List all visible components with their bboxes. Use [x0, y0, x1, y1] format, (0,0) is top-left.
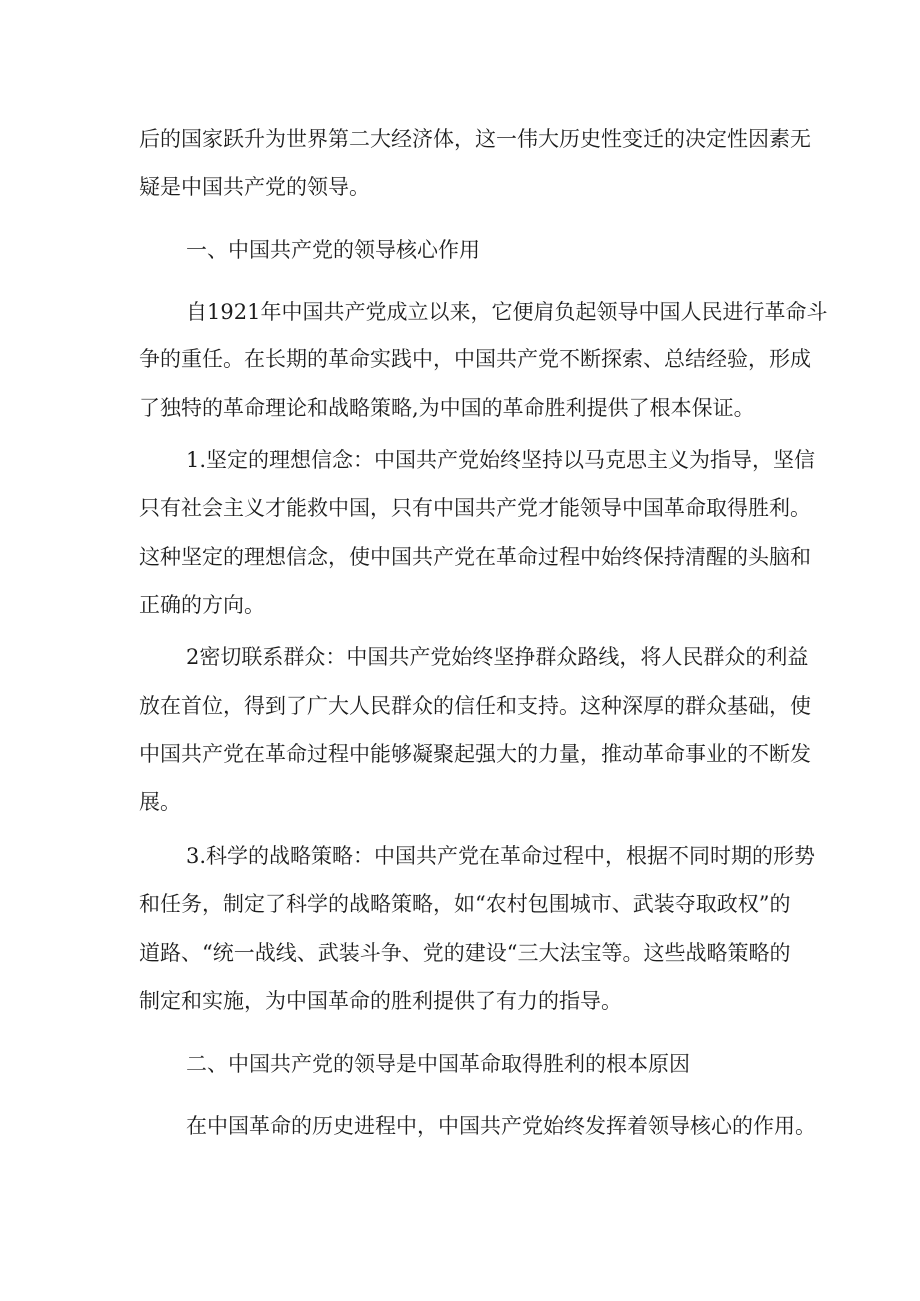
- paragraph-line: 只有社会主义才能救中国，只有中国共产党才能领导中国革命取得胜利。: [139, 496, 811, 520]
- paragraph-line: 放在首位，得到了广大人民群众的信任和支持。这种深厚的群众基础，使: [139, 694, 811, 718]
- paragraph-line: 在中国革命的历史进程中，中国共产党始终发挥着领导核心的作用。: [186, 1114, 816, 1138]
- paragraph-line: 后的国家跃升为世界第二大经济体，这一伟大历史性变迁的决定性因素无: [139, 127, 811, 151]
- paragraph-line: 展。: [139, 790, 181, 814]
- paragraph-line: 这种坚定的理想信念，使中国共产党在革命过程中始终保持清醒的头脑和: [139, 545, 811, 569]
- paragraph-line: 和任务，制定了科学的战略策略，如“农村包围城市、武装夺取政权”的: [139, 892, 791, 916]
- section-heading-1: 一、中国共产党的领导核心作用: [186, 238, 480, 262]
- paragraph-line: 争的重任。在长期的革命实践中，中国共产党不断探索、总结经验，形成: [139, 347, 811, 371]
- paragraph-line: 中国共产党在革命过程中能够凝聚起强大的力量，推动革命事业的不断发: [139, 742, 811, 766]
- paragraph-line: 1.坚定的理想信念：中国共产党始终坚持以马克思主义为指导，坚信: [186, 448, 816, 472]
- paragraph-line: 自1921年中国共产党成立以来，它便肩负起领导中国人民进行革命斗: [186, 300, 828, 324]
- section-heading-2: 二、中国共产党的领导是中国革命取得胜利的根本原因: [186, 1052, 690, 1076]
- paragraph-line: 道路、“统一战线、武装斗争、党的建设“三大法宝等。这些战略策略的: [139, 941, 791, 965]
- paragraph-line: 3.科学的战略策略：中国共产党在革命过程中，根据不同时期的形势: [186, 844, 816, 868]
- paragraph-line: 制定和实施，为中国革命的胜利提供了有力的指导。: [139, 989, 622, 1013]
- paragraph-line: 了独特的革命理论和战略策略,为中国的革命胜利提供了根本保证。: [139, 396, 755, 420]
- paragraph-line: 疑是中国共产党的领导。: [139, 175, 370, 199]
- paragraph-line: 2密切联系群众：中国共产党始终坚挣群众路线，将人民群众的利益: [186, 645, 809, 669]
- paragraph-line: 正确的方向。: [139, 593, 265, 617]
